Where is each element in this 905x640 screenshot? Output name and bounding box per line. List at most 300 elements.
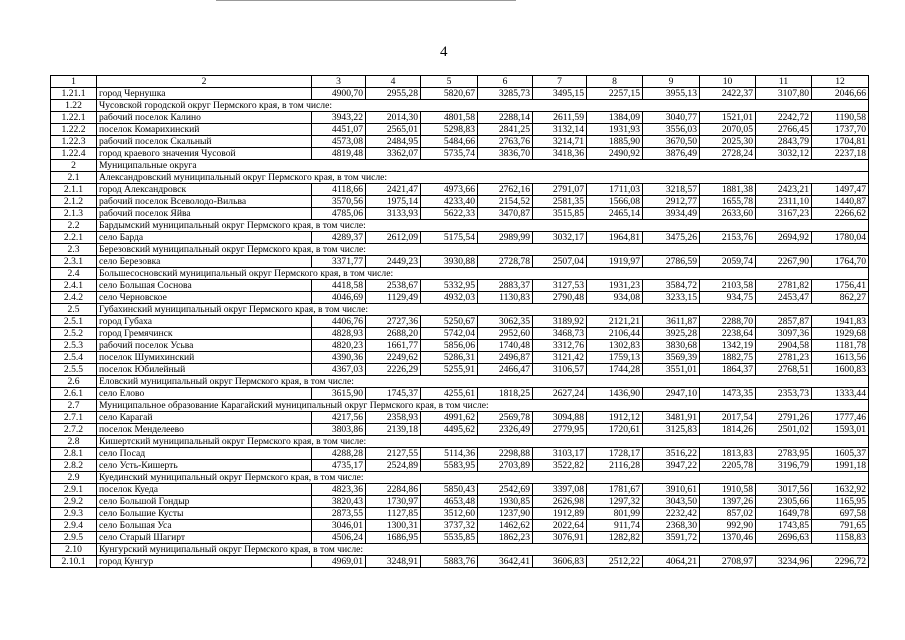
- value-cell: 3551,01: [643, 364, 700, 376]
- value-cell: 2103,58: [700, 280, 756, 292]
- value-cell: 3418,36: [533, 148, 587, 160]
- value-cell: 2762,16: [478, 184, 533, 196]
- value-cell: 2296,72: [812, 556, 869, 568]
- value-cell: 1931,93: [587, 124, 643, 136]
- settlement-name: поселок Юбилейный: [97, 364, 312, 376]
- settlement-name: село Большая Уса: [97, 520, 312, 532]
- value-cell: 1931,23: [587, 280, 643, 292]
- value-cell: 3468,73: [533, 328, 587, 340]
- row-code: 2.5.2: [51, 328, 97, 340]
- value-cell: 3167,23: [756, 208, 812, 220]
- value-cell: 992,90: [700, 520, 756, 532]
- section-row: [51, 172, 869, 184]
- value-cell: 4823,36: [312, 484, 366, 496]
- value-cell: 2139,18: [366, 424, 421, 436]
- value-cell: 4217,56: [312, 412, 366, 424]
- value-cell: 3955,13: [643, 88, 700, 100]
- tariff-table: [50, 75, 869, 568]
- settlement-name: поселок Менделеево: [97, 424, 312, 436]
- value-cell: 2106,44: [587, 328, 643, 340]
- table-row: [51, 484, 869, 496]
- value-cell: 3103,17: [533, 448, 587, 460]
- value-cell: 3481,91: [643, 412, 700, 424]
- value-cell: 3611,87: [643, 316, 700, 328]
- value-cell: 1991,18: [812, 460, 869, 472]
- row-code: 2.1.1: [51, 184, 97, 196]
- table-row: [51, 532, 869, 544]
- row-code: 2.2: [51, 220, 97, 232]
- value-cell: 3362,07: [366, 148, 421, 160]
- settlement-name: город Чернушка: [97, 88, 312, 100]
- value-cell: 697,58: [812, 508, 869, 520]
- value-cell: 934,08: [587, 292, 643, 304]
- value-cell: 1190,58: [812, 112, 869, 124]
- settlement-name: рабочий поселок Скальный: [97, 136, 312, 148]
- value-cell: 2955,28: [366, 88, 421, 100]
- value-cell: 3233,15: [643, 292, 700, 304]
- value-cell: 1462,62: [478, 520, 533, 532]
- value-cell: 3106,57: [533, 364, 587, 376]
- section-heading: Еловский муниципальный округ Пермского края, в том числе:: [97, 376, 869, 388]
- value-cell: 3836,70: [478, 148, 533, 160]
- row-code: 2.8: [51, 436, 97, 448]
- value-cell: 4418,58: [312, 280, 366, 292]
- value-cell: 4233,40: [421, 196, 478, 208]
- value-cell: 4785,06: [312, 208, 366, 220]
- value-cell: 1632,92: [812, 484, 869, 496]
- row-code: 2.5.5: [51, 364, 97, 376]
- value-cell: 2688,20: [366, 328, 421, 340]
- value-cell: 3925,28: [643, 328, 700, 340]
- value-cell: 2791,07: [533, 184, 587, 196]
- value-cell: 2453,47: [756, 292, 812, 304]
- settlement-name: село Березовка: [97, 256, 312, 268]
- value-cell: 4288,28: [312, 448, 366, 460]
- value-cell: 2422,37: [700, 88, 756, 100]
- value-cell: 3133,93: [366, 208, 421, 220]
- value-cell: 3737,32: [421, 520, 478, 532]
- section-row: [51, 472, 869, 484]
- value-cell: 2288,14: [478, 112, 533, 124]
- row-code: 2.9.4: [51, 520, 97, 532]
- section-heading: Березовский муниципальный округ Пермского края, в том числе:: [97, 244, 869, 256]
- value-cell: 2883,37: [478, 280, 533, 292]
- row-code: 2.1: [51, 172, 97, 184]
- table-row: [51, 112, 869, 124]
- column-number-cell: 1: [51, 76, 97, 88]
- value-cell: 1814,26: [700, 424, 756, 436]
- value-cell: 2249,62: [366, 352, 421, 364]
- section-heading: Чусовской городской округ Пермского края, в том числе:: [97, 100, 869, 112]
- row-code: 1.22.4: [51, 148, 97, 160]
- value-cell: 2237,18: [812, 148, 869, 160]
- settlement-name: село Старый Шагирт: [97, 532, 312, 544]
- row-code: 1.22.2: [51, 124, 97, 136]
- table-row: [51, 196, 869, 208]
- value-cell: 4046,69: [312, 292, 366, 304]
- section-heading: Муниципальные округа: [97, 160, 869, 172]
- value-cell: 1912,89: [533, 508, 587, 520]
- value-cell: 3516,22: [643, 448, 700, 460]
- column-number-cell: 7: [533, 76, 587, 88]
- row-code: 2.5: [51, 304, 97, 316]
- settlement-name: город Кунгур: [97, 556, 312, 568]
- value-cell: 1440,87: [812, 196, 869, 208]
- value-cell: 2501,02: [756, 424, 812, 436]
- row-code: 2.9.1: [51, 484, 97, 496]
- value-cell: 2257,15: [587, 88, 643, 100]
- settlement-name: село Черновское: [97, 292, 312, 304]
- value-cell: 1237,90: [478, 508, 533, 520]
- value-cell: 3046,01: [312, 520, 366, 532]
- value-cell: 2703,89: [478, 460, 533, 472]
- value-cell: 2728,78: [478, 256, 533, 268]
- value-cell: 2284,86: [366, 484, 421, 496]
- value-cell: 1158,83: [812, 532, 869, 544]
- column-number-cell: 2: [97, 76, 312, 88]
- value-cell: 3930,88: [421, 256, 478, 268]
- value-cell: 5742,04: [421, 328, 478, 340]
- value-cell: 4390,36: [312, 352, 366, 364]
- value-cell: 911,74: [587, 520, 643, 532]
- value-cell: 2154,52: [478, 196, 533, 208]
- value-cell: 4495,62: [421, 424, 478, 436]
- section-row: [51, 220, 869, 232]
- column-number-cell: 6: [478, 76, 533, 88]
- value-cell: 3830,68: [643, 340, 700, 352]
- value-cell: 3569,39: [643, 352, 700, 364]
- value-cell: 3934,49: [643, 208, 700, 220]
- settlement-name: рабочий поселок Калино: [97, 112, 312, 124]
- value-cell: 1302,83: [587, 340, 643, 352]
- value-cell: 4900,70: [312, 88, 366, 100]
- value-cell: 2696,63: [756, 532, 812, 544]
- value-cell: 3196,79: [756, 460, 812, 472]
- value-cell: 1397,26: [700, 496, 756, 508]
- value-cell: 1759,13: [587, 352, 643, 364]
- value-cell: 2449,23: [366, 256, 421, 268]
- section-heading: Куединский муниципальный округ Пермского края, в том числе:: [97, 472, 869, 484]
- value-cell: 2368,30: [643, 520, 700, 532]
- value-cell: 2421,47: [366, 184, 421, 196]
- column-number-cell: 9: [643, 76, 700, 88]
- value-cell: 3040,77: [643, 112, 700, 124]
- value-cell: 3515,85: [533, 208, 587, 220]
- value-cell: 1686,95: [366, 532, 421, 544]
- table-body: [51, 76, 869, 568]
- value-cell: 4932,03: [421, 292, 478, 304]
- value-cell: 3032,12: [756, 148, 812, 160]
- value-cell: 3615,90: [312, 388, 366, 400]
- value-cell: 2843,79: [756, 136, 812, 148]
- table-row: [51, 148, 869, 160]
- row-code: 2.3.1: [51, 256, 97, 268]
- row-code: 1.22.1: [51, 112, 97, 124]
- value-cell: 2786,59: [643, 256, 700, 268]
- value-cell: 2153,76: [700, 232, 756, 244]
- value-cell: 1745,37: [366, 388, 421, 400]
- value-cell: 1333,44: [812, 388, 869, 400]
- value-cell: 2694,92: [756, 232, 812, 244]
- table-row: [51, 520, 869, 532]
- value-cell: 1661,77: [366, 340, 421, 352]
- value-cell: 791,65: [812, 520, 869, 532]
- section-heading: Бардымский муниципальный округ Пермского края, в том числе:: [97, 220, 869, 232]
- value-cell: 1813,83: [700, 448, 756, 460]
- value-cell: 2353,73: [756, 388, 812, 400]
- value-cell: 3943,22: [312, 112, 366, 124]
- value-cell: 2496,87: [478, 352, 533, 364]
- settlement-name: город краевого значения Чусовой: [97, 148, 312, 160]
- section-row: [51, 436, 869, 448]
- value-cell: 1605,37: [812, 448, 869, 460]
- value-cell: 1740,48: [478, 340, 533, 352]
- settlement-name: село Большой Гондыр: [97, 496, 312, 508]
- value-cell: 1655,78: [700, 196, 756, 208]
- value-cell: 2465,14: [587, 208, 643, 220]
- value-cell: 3522,82: [533, 460, 587, 472]
- table-row: [51, 556, 869, 568]
- value-cell: 1780,04: [812, 232, 869, 244]
- value-cell: 2205,78: [700, 460, 756, 472]
- value-cell: 2512,22: [587, 556, 643, 568]
- row-code: 2.6: [51, 376, 97, 388]
- value-cell: 5820,67: [421, 88, 478, 100]
- row-code: 2.1.2: [51, 196, 97, 208]
- value-cell: 4653,48: [421, 496, 478, 508]
- value-cell: 4506,24: [312, 532, 366, 544]
- value-cell: 2768,51: [756, 364, 812, 376]
- settlement-name: село Карагай: [97, 412, 312, 424]
- value-cell: 5883,76: [421, 556, 478, 568]
- value-cell: 2484,95: [366, 136, 421, 148]
- value-cell: 1566,08: [587, 196, 643, 208]
- value-cell: 1781,67: [587, 484, 643, 496]
- value-cell: 4735,17: [312, 460, 366, 472]
- value-cell: 3397,08: [533, 484, 587, 496]
- value-cell: 1818,25: [478, 388, 533, 400]
- value-cell: 3094,88: [533, 412, 587, 424]
- value-cell: 4801,58: [421, 112, 478, 124]
- value-cell: 5286,31: [421, 352, 478, 364]
- value-cell: 3121,42: [533, 352, 587, 364]
- value-cell: 3132,14: [533, 124, 587, 136]
- table-row: [51, 340, 869, 352]
- table-row: [51, 352, 869, 364]
- value-cell: 3584,72: [643, 280, 700, 292]
- value-cell: 2766,45: [756, 124, 812, 136]
- table-row: [51, 316, 869, 328]
- table-row: [51, 388, 869, 400]
- value-cell: 3043,50: [643, 496, 700, 508]
- table-row: [51, 280, 869, 292]
- value-cell: 2423,21: [756, 184, 812, 196]
- value-cell: 5298,83: [421, 124, 478, 136]
- value-cell: 1720,61: [587, 424, 643, 436]
- section-row: [51, 376, 869, 388]
- value-cell: 2763,76: [478, 136, 533, 148]
- settlement-name: село Усть-Кишерть: [97, 460, 312, 472]
- row-code: 2.4.2: [51, 292, 97, 304]
- value-cell: 2781,23: [756, 352, 812, 364]
- value-cell: 1919,97: [587, 256, 643, 268]
- settlement-name: село Посад: [97, 448, 312, 460]
- value-cell: 2538,67: [366, 280, 421, 292]
- value-cell: 3248,91: [366, 556, 421, 568]
- page-number: 4: [440, 44, 448, 60]
- settlement-name: поселок Шумихинский: [97, 352, 312, 364]
- value-cell: 3127,53: [533, 280, 587, 292]
- table-row: [51, 496, 869, 508]
- value-cell: 4973,66: [421, 184, 478, 196]
- value-cell: 5850,43: [421, 484, 478, 496]
- section-row: [51, 268, 869, 280]
- row-code: 2.6.1: [51, 388, 97, 400]
- row-code: 2.5.4: [51, 352, 97, 364]
- value-cell: 3947,22: [643, 460, 700, 472]
- value-cell: 4969,01: [312, 556, 366, 568]
- value-cell: 2466,47: [478, 364, 533, 376]
- value-cell: 1342,19: [700, 340, 756, 352]
- value-cell: 2727,36: [366, 316, 421, 328]
- table-row: [51, 424, 869, 436]
- value-cell: 2127,55: [366, 448, 421, 460]
- value-cell: 1881,38: [700, 184, 756, 196]
- value-cell: 1756,41: [812, 280, 869, 292]
- value-cell: 2989,99: [478, 232, 533, 244]
- value-cell: 4573,08: [312, 136, 366, 148]
- value-cell: 2046,66: [812, 88, 869, 100]
- value-cell: 5255,91: [421, 364, 478, 376]
- value-cell: 2266,62: [812, 208, 869, 220]
- section-heading: Муниципальное образование Карагайский муниципальный округ Пермского края, в том числе:: [97, 400, 869, 412]
- value-cell: 1744,28: [587, 364, 643, 376]
- section-row: [51, 544, 869, 556]
- value-cell: 1728,17: [587, 448, 643, 460]
- value-cell: 2238,64: [700, 328, 756, 340]
- value-cell: 2904,58: [756, 340, 812, 352]
- value-cell: 2952,60: [478, 328, 533, 340]
- row-code: 1.21.1: [51, 88, 97, 100]
- value-cell: 1930,85: [478, 496, 533, 508]
- value-cell: 934,75: [700, 292, 756, 304]
- value-cell: 1737,70: [812, 124, 869, 136]
- value-cell: 3312,76: [533, 340, 587, 352]
- value-cell: 4406,76: [312, 316, 366, 328]
- value-cell: 1862,23: [478, 532, 533, 544]
- value-cell: 4367,03: [312, 364, 366, 376]
- section-heading: Кунгурский муниципальный округ Пермского края, в том числе:: [97, 544, 869, 556]
- row-code: 2: [51, 160, 97, 172]
- value-cell: 2014,30: [366, 112, 421, 124]
- value-cell: 2305,66: [756, 496, 812, 508]
- value-cell: 5484,66: [421, 136, 478, 148]
- value-cell: 2490,92: [587, 148, 643, 160]
- value-cell: 1711,03: [587, 184, 643, 196]
- value-cell: 5622,33: [421, 208, 478, 220]
- value-cell: 1370,46: [700, 532, 756, 544]
- value-cell: 4289,37: [312, 232, 366, 244]
- value-cell: 3097,36: [756, 328, 812, 340]
- value-cell: 2232,42: [643, 508, 700, 520]
- value-cell: 3642,41: [478, 556, 533, 568]
- section-row: [51, 304, 869, 316]
- value-cell: 2873,55: [312, 508, 366, 520]
- row-code: 2.10: [51, 544, 97, 556]
- value-cell: 1436,90: [587, 388, 643, 400]
- value-cell: 3910,61: [643, 484, 700, 496]
- section-heading: Большесосновский муниципальный округ Пермского края, в том числе:: [97, 268, 869, 280]
- row-code: 2.8.1: [51, 448, 97, 460]
- value-cell: 1384,09: [587, 112, 643, 124]
- value-cell: 3214,71: [533, 136, 587, 148]
- table-row: [51, 232, 869, 244]
- row-code: 2.9.2: [51, 496, 97, 508]
- value-cell: 2542,69: [478, 484, 533, 496]
- column-number-cell: 12: [812, 76, 869, 88]
- value-cell: 2611,59: [533, 112, 587, 124]
- settlement-name: рабочий поселок Яйва: [97, 208, 312, 220]
- column-number-row: [51, 76, 869, 88]
- value-cell: 4820,23: [312, 340, 366, 352]
- value-cell: 1593,01: [812, 424, 869, 436]
- value-cell: 1912,12: [587, 412, 643, 424]
- value-cell: 3876,49: [643, 148, 700, 160]
- value-cell: 1282,82: [587, 532, 643, 544]
- column-number-cell: 10: [700, 76, 756, 88]
- value-cell: 2288,70: [700, 316, 756, 328]
- value-cell: 1730,97: [366, 496, 421, 508]
- value-cell: 5535,85: [421, 532, 478, 544]
- value-cell: 2912,77: [643, 196, 700, 208]
- value-cell: 2311,10: [756, 196, 812, 208]
- value-cell: 1521,01: [700, 112, 756, 124]
- value-cell: 1975,14: [366, 196, 421, 208]
- settlement-name: село Большая Соснова: [97, 280, 312, 292]
- value-cell: 1300,31: [366, 520, 421, 532]
- column-number-cell: 8: [587, 76, 643, 88]
- value-cell: 2779,95: [533, 424, 587, 436]
- value-cell: 801,99: [587, 508, 643, 520]
- value-cell: 1910,58: [700, 484, 756, 496]
- table-row: [51, 88, 869, 100]
- section-row: [51, 160, 869, 172]
- table-row: [51, 508, 869, 520]
- value-cell: 4819,48: [312, 148, 366, 160]
- value-cell: 3475,26: [643, 232, 700, 244]
- table-row: [51, 328, 869, 340]
- row-code: 2.2.1: [51, 232, 97, 244]
- section-heading: Губахинский муниципальный округ Пермского края, в том числе:: [97, 304, 869, 316]
- value-cell: 4451,07: [312, 124, 366, 136]
- value-cell: 2298,88: [478, 448, 533, 460]
- settlement-name: город Александровск: [97, 184, 312, 196]
- value-cell: 3570,56: [312, 196, 366, 208]
- row-code: 2.10.1: [51, 556, 97, 568]
- value-cell: 5175,54: [421, 232, 478, 244]
- value-cell: 1864,37: [700, 364, 756, 376]
- settlement-name: город Гремячинск: [97, 328, 312, 340]
- value-cell: 1600,83: [812, 364, 869, 376]
- settlement-name: село Елово: [97, 388, 312, 400]
- value-cell: 3606,83: [533, 556, 587, 568]
- value-cell: 5583,95: [421, 460, 478, 472]
- settlement-name: село Барда: [97, 232, 312, 244]
- value-cell: 2612,09: [366, 232, 421, 244]
- value-cell: 1130,83: [478, 292, 533, 304]
- value-cell: 4828,93: [312, 328, 366, 340]
- value-cell: 2841,25: [478, 124, 533, 136]
